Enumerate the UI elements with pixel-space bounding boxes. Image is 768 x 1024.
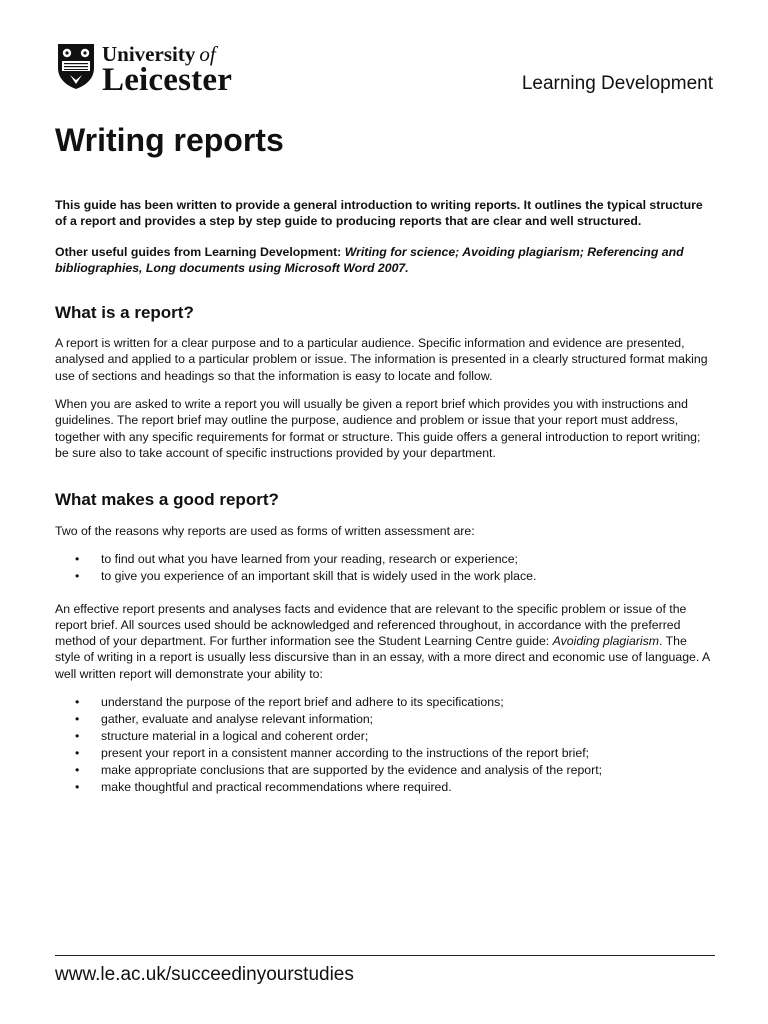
footer-url-link[interactable]: www.le.ac.uk/succeedinyourstudies xyxy=(55,964,354,985)
list-item: • understand the purpose of the report brief and adhere to its specifications; xyxy=(75,695,504,710)
intro-paragraph: This guide has been written to provide a general introduction to writing reports. It outlines the typical structure of a report and provides a step by step guide to producing reports that are clear and well structured. xyxy=(55,198,703,229)
list-item: • structure material in a logical and coherent order; xyxy=(75,729,369,744)
bullet-icon: • xyxy=(75,712,80,727)
avoiding-plagiarism-reference: Avoiding plagiarism xyxy=(552,634,660,649)
bullet-icon: • xyxy=(75,763,80,778)
university-shield-icon xyxy=(56,42,96,90)
document-body xyxy=(55,197,710,796)
list-item: • gather, evaluate and analyse relevant information; xyxy=(75,712,374,727)
reasons-list xyxy=(55,551,710,585)
other-guides-label: Other useful guides from Learning Development: xyxy=(55,244,345,259)
section-heading-good-report: What makes a good report? xyxy=(55,490,279,510)
university-logo xyxy=(56,42,296,98)
bullet-icon: • xyxy=(75,780,80,795)
bullet-icon: • xyxy=(75,695,80,710)
list-item: • to find out what you have learned from your reading, research or experience; xyxy=(75,551,518,566)
section2-paragraph-1: Two of the reasons why reports are used as forms of written assessment are: xyxy=(55,524,475,539)
other-guides-paragraph xyxy=(55,244,710,277)
footer-divider xyxy=(55,955,715,956)
logo-leicester-text: Leicester xyxy=(102,62,233,98)
section-heading-what-is-report: What is a report? xyxy=(55,303,194,323)
logo-university-text: University of xyxy=(102,42,216,66)
section2-paragraph-2: An effective report presents and analyses facts and evidence that are relevant to the specific problem or issue of the report brief. All sources used should be acknowledged and referenced throughout, in accordance with the preferred method of your department. For further information see the Student Learning Centre guide: Avoiding plagiarism. The style of writing in a report is usually less discursive than in an essay, with a more direct and economic use of language. A well written report will demonstrate your ability to: xyxy=(55,601,710,681)
bullet-icon: • xyxy=(75,551,80,566)
section1-paragraph-2: When you are asked to write a report you will usually be given a report brief which provides you with instructions and guidelines. The report brief may outline the purpose, audience and problem or issue that your report must address, together with any specific requirements for format or structure. This guide offers a general introduction to report writing; be sure also to take account of specific instructions provided by your department. xyxy=(55,397,701,460)
list-item: • make appropriate conclusions that are supported by the evidence and analysis of the report; xyxy=(75,763,603,778)
section1-paragraph-1: A report is written for a clear purpose and to a particular audience. Specific information and evidence are presented, analysed and applied to a particular problem or issue. The information is presented in a clearly structured format making use of sections and headings so that the information is easy to locate and follow. xyxy=(55,336,708,383)
page-title: Writing reports xyxy=(55,122,284,158)
list-item: • to give you experience of an important skill that is widely used in the work place. xyxy=(75,568,537,583)
list-item: • make thoughtful and practical recommendations where required. xyxy=(75,780,452,795)
bullet-icon: • xyxy=(75,729,80,744)
abilities-list xyxy=(55,694,710,796)
bullet-icon: • xyxy=(75,568,80,583)
other-guides-list: Writing for science; Avoiding plagiarism; Referencing and bibliographies, Long documents using Microsoft Word 2007. xyxy=(55,244,684,275)
list-item: • present your report in a consistent manner according to the instructions of the report brief; xyxy=(75,746,590,761)
department-name: Learning Development xyxy=(521,73,713,94)
bullet-icon: • xyxy=(75,746,80,761)
